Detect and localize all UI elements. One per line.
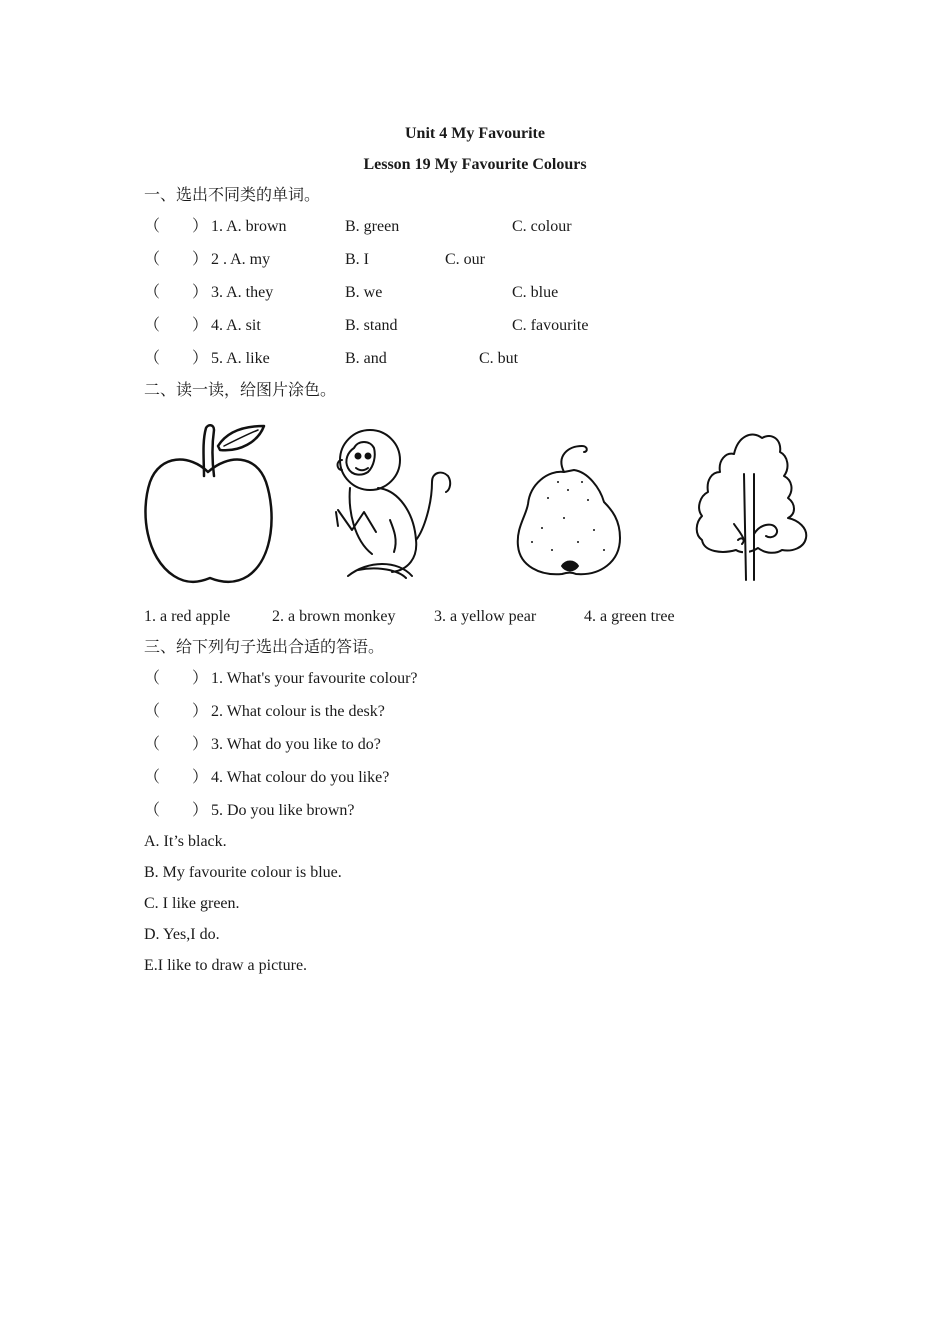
option-c: C. our [445,251,485,268]
option-b: B. green [345,218,400,235]
picture-caption-3: 3. a yellow pear [434,608,537,625]
question-text: 3. What do you like to do? [211,736,381,753]
answer-paren[interactable]: （ ） [144,670,209,687]
option-a: 4. A. sit [211,317,261,334]
section1-heading: 一、选出不同类的单词。 [144,187,321,204]
answer-option-a: A. It’s black. [144,833,227,850]
question-text: 1. What's your favourite colour? [211,670,418,687]
apple-icon[interactable] [140,420,280,588]
option-b: B. and [345,350,387,367]
answer-paren[interactable]: （ ） [144,218,209,235]
question-text: 5. Do you like brown? [211,802,355,819]
answer-paren[interactable]: （ ） [144,251,209,268]
answer-paren[interactable]: （ ） [144,736,209,753]
question-text: 2. What colour is the desk? [211,703,385,720]
answer-option-b: B. My favourite colour is blue. [144,864,342,881]
section2-heading: 二、读一读，给图片涂色。 [144,382,337,399]
option-a: 5. A. like [211,350,270,367]
picture-caption-2: 2. a brown monkey [272,608,396,625]
option-a: 3. A. they [211,284,274,301]
unit-title: Unit 4 My Favourite [405,125,545,142]
option-a: 2 . A. my [211,251,271,268]
option-b: B. stand [345,317,398,334]
lesson-title: Lesson 19 My Favourite Colours [363,156,587,173]
answer-paren[interactable]: （ ） [144,317,209,334]
option-c: C. but [479,350,519,367]
section3-heading: 三、给下列句子选出合适的答语。 [144,639,385,656]
answer-option-c: C. I like green. [144,895,240,912]
answer-option-e: E.I like to draw a picture. [144,957,308,974]
tree-icon[interactable] [692,424,814,582]
answer-option-d: D. Yes,I do. [144,926,220,943]
option-c: C. colour [512,218,572,235]
question-text: 4. What colour do you like? [211,769,390,786]
option-c: C. favourite [512,317,589,334]
monkey-icon[interactable] [328,420,460,582]
picture-caption-1: 1. a red apple [144,608,231,625]
answer-paren[interactable]: （ ） [144,350,209,367]
option-b: B. we [345,284,383,301]
option-c: C. blue [512,284,559,301]
option-b: B. I [345,251,369,268]
answer-paren[interactable]: （ ） [144,284,209,301]
answer-paren[interactable]: （ ） [144,802,209,819]
pear-icon[interactable] [508,438,628,580]
option-a: 1. A. brown [211,218,287,235]
picture-caption-4: 4. a green tree [584,608,675,625]
answer-paren[interactable]: （ ） [144,703,209,720]
answer-paren[interactable]: （ ） [144,769,209,786]
